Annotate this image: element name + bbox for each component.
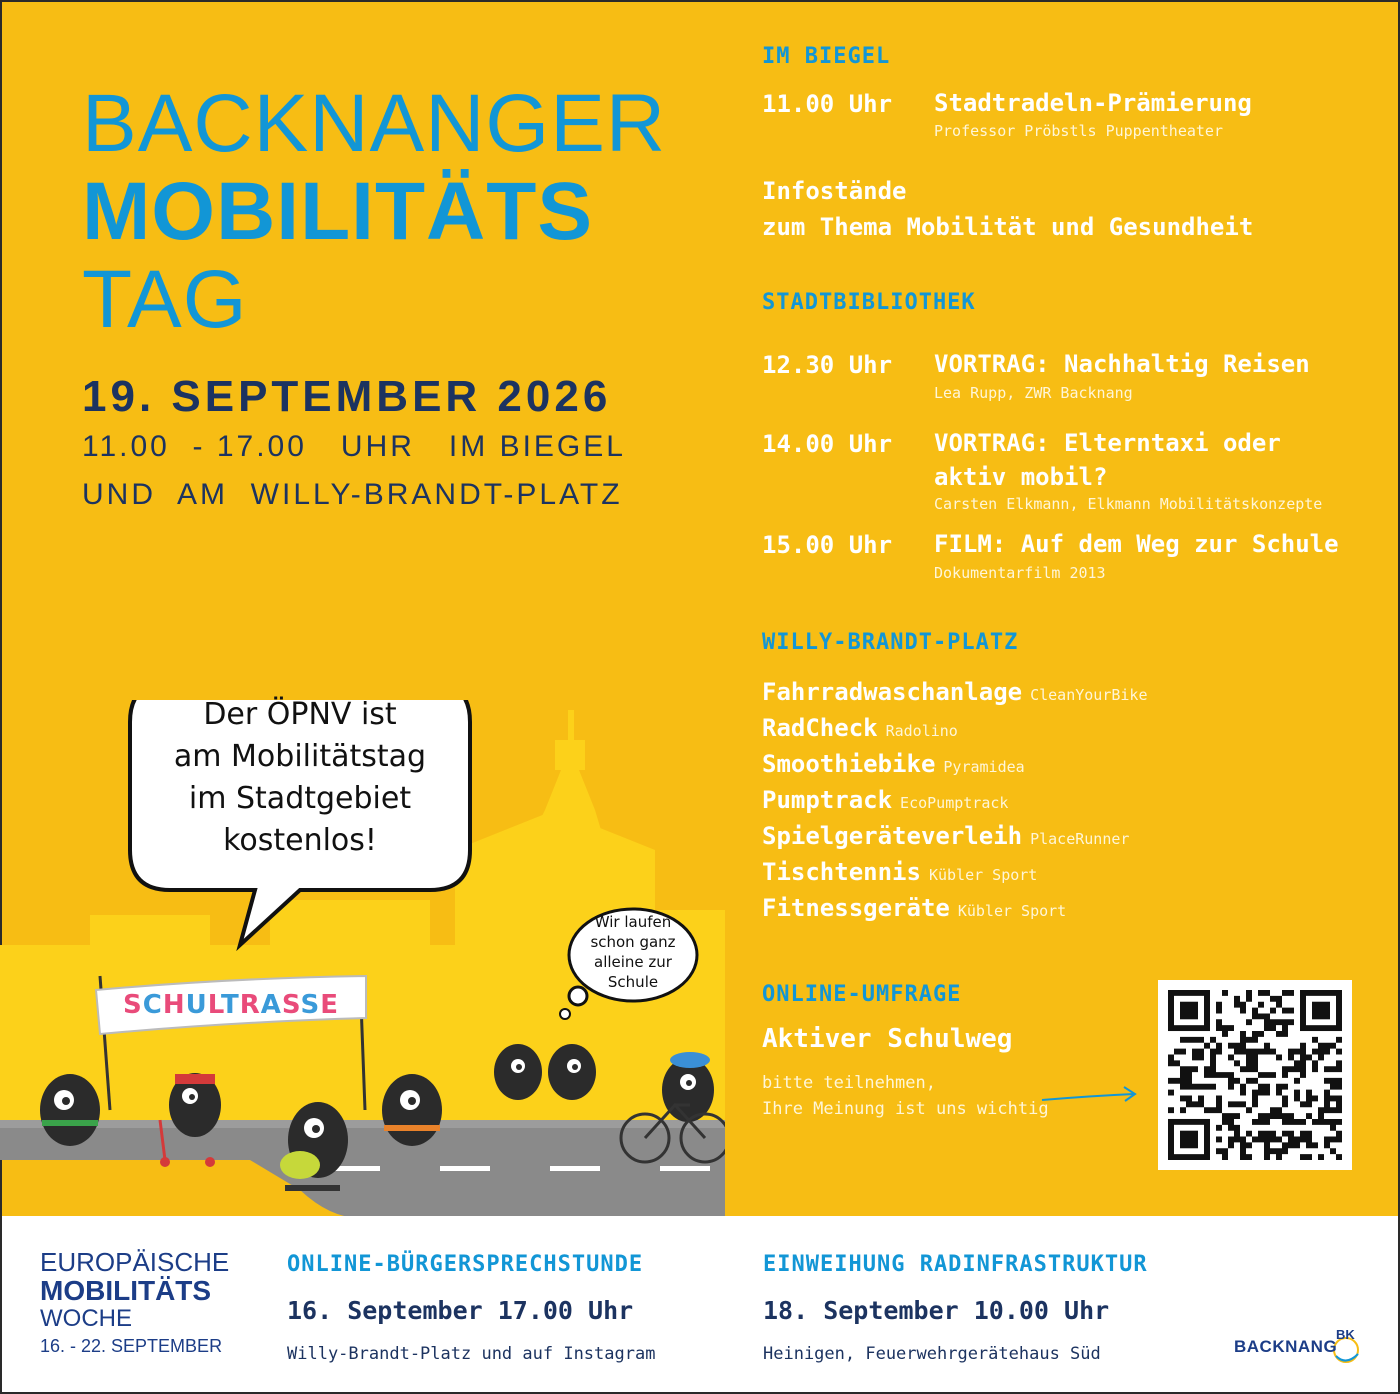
biegel-time: 11.00 Uhr	[762, 90, 893, 118]
library-item-title: FILM: Auf dem Weg zur Schule	[934, 530, 1339, 558]
library-item-title: VORTRAG: Elterntaxi oder	[934, 429, 1281, 457]
library-item-title-cont: aktiv mobil?	[934, 463, 1108, 491]
poster-title	[82, 80, 666, 344]
inauguration-place: Heinigen, Feuerwehrgerätehaus Süd	[763, 1344, 1101, 1364]
consult-date: 16. September 17.00 Uhr	[287, 1296, 634, 1325]
section-heading-willy: WILLY-BRANDT-PLATZ	[762, 630, 1019, 655]
poll-text: bitte teilnehmen, Ihre Meinung ist uns wichtig	[762, 1073, 1049, 1119]
title-line-2: MOBILITÄTS	[82, 166, 594, 257]
library-item-sub: Dokumentarfilm 2013	[934, 564, 1106, 582]
list-item: RadCheck Radolino	[762, 714, 958, 742]
library-item-time: 14.00 Uhr	[762, 430, 893, 458]
event-date: 19. SEPTEMBER 2026	[82, 372, 612, 421]
thought-bubble-text: Wir laufen schon ganz alleine zur Schule	[590, 913, 676, 991]
biegel-info-line-2: zum Thema Mobilität und Gesundheit	[762, 213, 1254, 241]
consult-heading: ONLINE-BÜRGERSPRECHSTUNDE	[287, 1252, 644, 1277]
library-item-time: 15.00 Uhr	[762, 531, 893, 559]
library-item-sub: Lea Rupp, ZWR Backnang	[934, 384, 1133, 402]
speech-bubble-text: Der ÖPNV ist am Mobilitätstag im Stadtgebiet kostenlos!	[173, 697, 427, 858]
event-time-line: 11.00 - 17.00 UHR IM BIEGEL	[82, 430, 626, 463]
biegel-event: Stadtradeln-Prämierung	[934, 89, 1252, 117]
list-item: Fahrradwaschanlage CleanYourBike	[762, 678, 1148, 706]
willy-list	[762, 674, 1148, 926]
banner-text: SCHULTRASSE	[123, 990, 339, 1020]
title-line-3: TAG	[82, 254, 248, 345]
arrow-icon	[1040, 1084, 1140, 1108]
biegel-info-line-1: Infostände	[762, 177, 907, 205]
list-item: Tischtennis Kübler Sport	[762, 858, 1038, 886]
qr-code-icon	[1168, 990, 1342, 1160]
library-item-sub: Carsten Elkmann, Elkmann Mobilitätskonzepte	[934, 495, 1323, 513]
backnang-logo-text: BACKNANG	[1234, 1337, 1338, 1356]
list-item: Pumptrack EcoPumptrack	[762, 786, 1009, 814]
title-line-1: BACKNANGER	[82, 78, 667, 169]
poll-title: Aktiver Schulweg	[762, 1024, 1013, 1054]
consult-place: Willy-Brandt-Platz und auf Instagram	[287, 1344, 656, 1364]
qr-code[interactable]	[1158, 980, 1352, 1170]
section-heading-poll: ONLINE-UMFRAGE	[762, 982, 962, 1007]
event-place-line: UND AM WILLY-BRANDT-PLATZ	[82, 478, 623, 511]
inauguration-heading: EINWEIHUNG RADINFRASTRUKTUR	[763, 1252, 1148, 1277]
emw-logo: EUROPÄISCHE MOBILITÄTS WOCHE 16. - 22. SEPTEMBER	[40, 1247, 230, 1356]
section-heading-library: STADTBIBLIOTHEK	[762, 290, 976, 315]
backnang-logo-mark: BK	[1336, 1327, 1355, 1342]
section-heading-biegel: IM BIEGEL	[762, 44, 891, 69]
library-item-title: VORTRAG: Nachhaltig Reisen	[934, 350, 1310, 378]
list-item: Fitnessgeräte Kübler Sport	[762, 894, 1067, 922]
biegel-sub: Professor Pröbstls Puppentheater	[934, 122, 1223, 140]
inauguration-date: 18. September 10.00 Uhr	[763, 1296, 1110, 1325]
library-item-time: 12.30 Uhr	[762, 351, 893, 379]
list-item: Smoothiebike Pyramidea	[762, 750, 1025, 778]
list-item: Spielgeräteverleih PlaceRunner	[762, 822, 1130, 850]
